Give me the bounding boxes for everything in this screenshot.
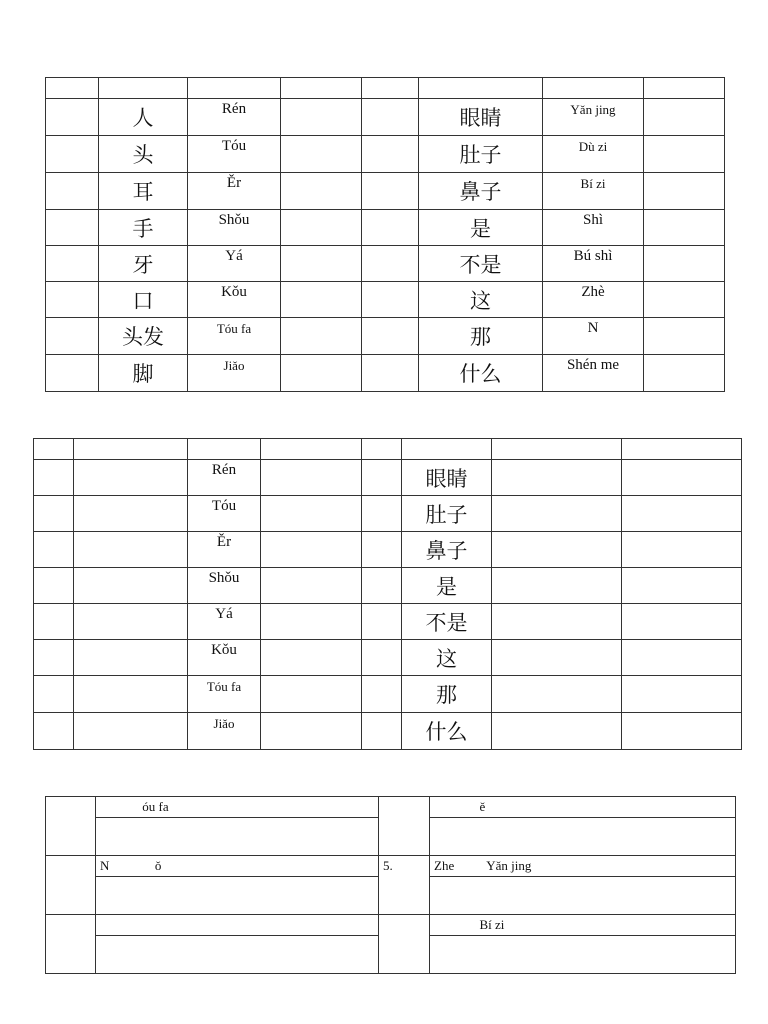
pinyin-cell: Shén me xyxy=(543,355,644,392)
table-row xyxy=(46,282,725,318)
answer-cell xyxy=(96,936,379,974)
answer-cell xyxy=(281,136,362,173)
table-row xyxy=(46,99,725,136)
table-row xyxy=(34,568,742,604)
hanzi-answer-cell xyxy=(74,568,188,604)
pinyin-cell: Tóu xyxy=(188,136,281,173)
number-cell xyxy=(362,568,402,604)
answer-cell xyxy=(622,640,742,676)
hanzi-cell: 是 xyxy=(419,210,543,246)
hanzi-cell: 鼻子 xyxy=(419,173,543,210)
number-cell xyxy=(362,496,402,532)
pinyin-cell: Tóu xyxy=(188,496,261,532)
hanzi-cell: 头发 xyxy=(99,318,188,355)
exercise-number-cell: 5. xyxy=(379,856,430,915)
hanzi-cell: 耳 xyxy=(99,173,188,210)
number-cell xyxy=(46,355,99,392)
prompt-cell xyxy=(96,915,379,936)
table-row xyxy=(34,460,742,496)
pinyin-cell: N xyxy=(543,318,644,355)
number-cell xyxy=(362,640,402,676)
number-cell xyxy=(34,460,74,496)
answer-cell xyxy=(96,877,379,915)
number-cell xyxy=(46,210,99,246)
table-row xyxy=(46,318,725,355)
number-cell xyxy=(362,318,419,355)
answer-cell xyxy=(622,676,742,713)
pinyin-cell: Ěr xyxy=(188,532,261,568)
pinyin-cell: Yá xyxy=(188,246,281,282)
number-cell xyxy=(362,532,402,568)
pinyin-cell: Jiǎo xyxy=(188,713,261,750)
answer-cell xyxy=(644,136,725,173)
answer-cell xyxy=(644,355,725,392)
hanzi-cell: 这 xyxy=(419,282,543,318)
answer-cell xyxy=(281,246,362,282)
answer-cell xyxy=(430,818,736,856)
pinyin-answer-cell xyxy=(492,713,622,750)
answer-cell xyxy=(430,877,736,915)
answer-cell xyxy=(261,532,362,568)
table-row xyxy=(46,210,725,246)
number-cell xyxy=(46,173,99,210)
hanzi-cell: 不是 xyxy=(402,604,492,640)
hanzi-answer-cell xyxy=(74,460,188,496)
number-cell xyxy=(34,568,74,604)
number-cell xyxy=(362,99,419,136)
table-row xyxy=(34,676,742,713)
answer-cell xyxy=(261,460,362,496)
answer-cell xyxy=(281,318,362,355)
pinyin-answer-cell xyxy=(492,676,622,713)
hanzi-cell: 那 xyxy=(402,676,492,713)
answer-cell xyxy=(644,210,725,246)
pinyin-answer-cell xyxy=(492,460,622,496)
answer-cell xyxy=(261,604,362,640)
table-row xyxy=(46,136,725,173)
answer-cell xyxy=(622,713,742,750)
hanzi-cell: 肚子 xyxy=(419,136,543,173)
pinyin-answer-cell xyxy=(492,496,622,532)
hanzi-answer-cell xyxy=(74,604,188,640)
answer-cell xyxy=(261,568,362,604)
exercise-number-cell xyxy=(379,797,430,856)
number-cell xyxy=(362,246,419,282)
answer-cell xyxy=(281,282,362,318)
number-cell xyxy=(362,676,402,713)
hanzi-cell: 是 xyxy=(402,568,492,604)
answer-cell xyxy=(281,173,362,210)
writing-exercise-table xyxy=(45,796,736,974)
pinyin-cell: Zhè xyxy=(543,282,644,318)
answer-cell xyxy=(622,604,742,640)
hanzi-cell: 肚子 xyxy=(402,496,492,532)
number-cell xyxy=(362,460,402,496)
exercise-number-cell xyxy=(379,915,430,974)
pinyin-cell: Dù zi xyxy=(543,136,644,173)
answer-cell xyxy=(261,713,362,750)
number-cell xyxy=(362,210,419,246)
answer-cell xyxy=(430,936,736,974)
number-cell xyxy=(362,355,419,392)
table-header-row xyxy=(34,439,742,460)
exercise-prompt-row xyxy=(46,797,736,818)
pinyin-cell: Kǒu xyxy=(188,640,261,676)
hanzi-cell: 牙 xyxy=(99,246,188,282)
answer-cell xyxy=(622,496,742,532)
pinyin-cell: Ěr xyxy=(188,173,281,210)
number-cell xyxy=(362,713,402,750)
table-row xyxy=(46,173,725,210)
table-row xyxy=(34,496,742,532)
vocab-table-1 xyxy=(45,77,725,392)
number-cell xyxy=(34,713,74,750)
pinyin-cell: Shǒu xyxy=(188,568,261,604)
prompt-cell: Bí zi xyxy=(430,915,736,936)
hanzi-cell: 口 xyxy=(99,282,188,318)
answer-cell xyxy=(281,210,362,246)
hanzi-answer-cell xyxy=(74,640,188,676)
hanzi-cell: 那 xyxy=(419,318,543,355)
answer-cell xyxy=(261,676,362,713)
answer-cell xyxy=(261,640,362,676)
exercise-prompt-row xyxy=(46,915,736,936)
answer-cell xyxy=(622,532,742,568)
prompt-cell: óu fa xyxy=(96,797,379,818)
exercise-prompt-row xyxy=(46,856,736,877)
number-cell xyxy=(362,282,419,318)
number-cell xyxy=(34,676,74,713)
hanzi-cell: 眼睛 xyxy=(419,99,543,136)
table-row xyxy=(34,532,742,568)
answer-cell xyxy=(622,568,742,604)
pinyin-cell: Rén xyxy=(188,99,281,136)
number-cell xyxy=(46,99,99,136)
number-cell xyxy=(34,604,74,640)
pinyin-cell: Yá xyxy=(188,604,261,640)
hanzi-answer-cell xyxy=(74,532,188,568)
hanzi-cell: 不是 xyxy=(419,246,543,282)
pinyin-cell: Kǒu xyxy=(188,282,281,318)
pinyin-cell: Bí zi xyxy=(543,173,644,210)
number-cell xyxy=(362,604,402,640)
number-cell xyxy=(362,173,419,210)
hanzi-answer-cell xyxy=(74,713,188,750)
table-row xyxy=(46,355,725,392)
pinyin-cell: Bú shì xyxy=(543,246,644,282)
answer-cell xyxy=(644,173,725,210)
answer-cell xyxy=(644,282,725,318)
pinyin-cell: Yǎn jing xyxy=(543,99,644,136)
hanzi-cell: 手 xyxy=(99,210,188,246)
pinyin-answer-cell xyxy=(492,532,622,568)
table-row xyxy=(34,640,742,676)
pinyin-cell: Tóu fa xyxy=(188,676,261,713)
answer-cell xyxy=(261,496,362,532)
pinyin-cell: Shǒu xyxy=(188,210,281,246)
number-cell xyxy=(34,640,74,676)
table-row xyxy=(34,604,742,640)
number-cell xyxy=(34,532,74,568)
hanzi-cell: 人 xyxy=(99,99,188,136)
number-cell xyxy=(46,246,99,282)
hanzi-cell: 头 xyxy=(99,136,188,173)
pinyin-cell: Tóu fa xyxy=(188,318,281,355)
vocab-table-2 xyxy=(33,438,742,750)
pinyin-cell: Jiǎo xyxy=(188,355,281,392)
answer-cell xyxy=(644,318,725,355)
number-cell xyxy=(46,282,99,318)
exercise-number-cell xyxy=(46,797,96,856)
table-header-row xyxy=(46,78,725,99)
exercise-number-cell xyxy=(46,915,96,974)
exercise-number-cell xyxy=(46,856,96,915)
answer-cell xyxy=(281,99,362,136)
hanzi-cell: 脚 xyxy=(99,355,188,392)
hanzi-answer-cell xyxy=(74,676,188,713)
number-cell xyxy=(46,318,99,355)
answer-cell xyxy=(281,355,362,392)
pinyin-cell: Rén xyxy=(188,460,261,496)
prompt-cell: ě xyxy=(430,797,736,818)
prompt-cell: Zhe Yǎn jing xyxy=(430,856,736,877)
hanzi-answer-cell xyxy=(74,496,188,532)
hanzi-cell: 什么 xyxy=(402,713,492,750)
number-cell xyxy=(34,496,74,532)
pinyin-answer-cell xyxy=(492,640,622,676)
number-cell xyxy=(46,136,99,173)
hanzi-cell: 这 xyxy=(402,640,492,676)
table-row xyxy=(34,713,742,750)
pinyin-answer-cell xyxy=(492,604,622,640)
answer-cell xyxy=(644,246,725,282)
number-cell xyxy=(362,136,419,173)
pinyin-cell: Shì xyxy=(543,210,644,246)
hanzi-cell: 什么 xyxy=(419,355,543,392)
table-row xyxy=(46,246,725,282)
hanzi-cell: 眼睛 xyxy=(402,460,492,496)
answer-cell xyxy=(644,99,725,136)
pinyin-answer-cell xyxy=(492,568,622,604)
prompt-cell: N ǒ xyxy=(96,856,379,877)
hanzi-cell: 鼻子 xyxy=(402,532,492,568)
answer-cell xyxy=(96,818,379,856)
answer-cell xyxy=(622,460,742,496)
